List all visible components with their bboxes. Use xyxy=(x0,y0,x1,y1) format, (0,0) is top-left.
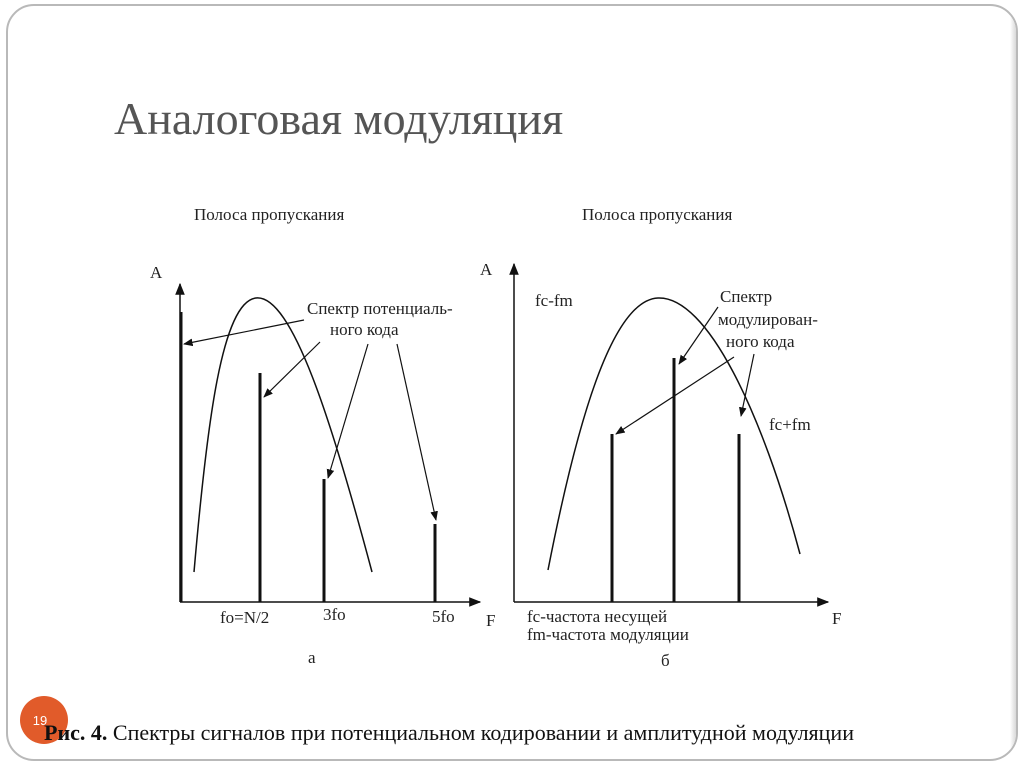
diagram-a-tick-3fo: 3fo xyxy=(323,605,346,624)
diagram-a-header: Полоса пропускания xyxy=(194,205,345,224)
diagram-b xyxy=(480,205,841,670)
diagram-a-note-line2: ного кода xyxy=(330,320,399,339)
diagram-a-x-label: F xyxy=(486,611,496,630)
diagram-b-y-label: A xyxy=(480,260,493,279)
spectrum-diagram xyxy=(8,6,1018,761)
diagram-a xyxy=(150,205,495,667)
figure-caption-label: Рис. 4. xyxy=(44,720,108,745)
diagram-b-note-line1: Спектр xyxy=(720,287,773,306)
slide-title: Аналоговая модуляция xyxy=(114,93,564,144)
diagram-a-tick-5fo: 5fo xyxy=(432,607,455,626)
diagram-b-note-line3: ного кода xyxy=(726,332,795,351)
diagram-a-arrow-5fo xyxy=(397,344,436,520)
diagram-b-legend-line1: fc-частота несущей xyxy=(527,607,668,626)
diagram-b-sublabel: б xyxy=(661,651,670,670)
diagram-a-note-line1: Спектр потенциаль- xyxy=(307,299,453,318)
diagram-a-arrow-fo xyxy=(264,342,320,397)
figure-caption-text: Спектры сигналов при потенциальном кодировании и амплитудной модуляции xyxy=(107,720,854,745)
diagram-a-tick-fo: fo=N/2 xyxy=(220,608,270,627)
diagram-b-arrow-carrier xyxy=(679,307,718,364)
diagram-a-sublabel: а xyxy=(308,648,316,667)
diagram-b-label-fc-minus-fm: fc-fm xyxy=(535,291,573,310)
diagram-a-arrow-dc xyxy=(184,320,304,344)
diagram-b-x-label: F xyxy=(832,609,842,628)
figure-caption xyxy=(44,720,854,746)
diagram-b-header: Полоса пропускания xyxy=(582,205,733,224)
diagram-a-y-label: A xyxy=(150,263,163,282)
diagram-a-arrow-3fo xyxy=(328,344,368,478)
slide xyxy=(6,4,1018,761)
diagram-b-legend-line2: fm-частота модуляции xyxy=(527,625,689,644)
diagram-b-label-fc-plus-fm: fc+fm xyxy=(769,415,811,434)
diagram-b-arrow-upper xyxy=(741,354,754,416)
diagram-b-note-line2: модулирован- xyxy=(718,310,818,329)
diagram-a-passband-curve xyxy=(194,298,372,572)
slide-number-badge: 19 xyxy=(20,696,68,744)
